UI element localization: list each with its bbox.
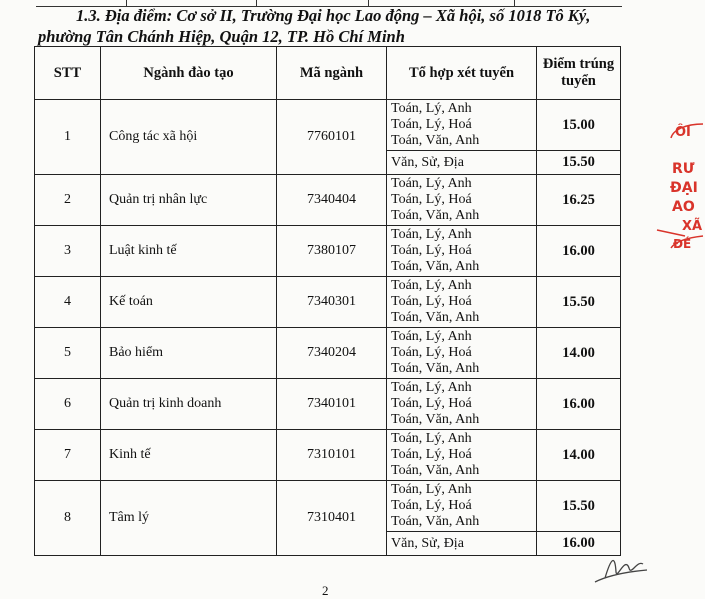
combo-line: Toán, Lý, Anh — [391, 101, 472, 116]
combo-line: Văn, Sử, Địa — [391, 535, 464, 551]
combo-line: Toán, Lý, Anh — [391, 278, 472, 293]
row-stt-cell: 2 — [35, 175, 101, 226]
row-combo-cell — [387, 226, 537, 277]
svg-text:ĐÉ: ĐÉ — [673, 237, 692, 251]
table-row — [35, 328, 621, 379]
admission-score-table — [34, 46, 621, 556]
row-score-cell: 14.00 — [537, 328, 621, 379]
row-code-cell: 7310401 — [277, 481, 387, 556]
signature-icon — [585, 550, 655, 590]
row-code-cell: 7340301 — [277, 277, 387, 328]
combo-line: Toán, Lý, Hoá — [391, 498, 472, 513]
row-score-cell: 15.00 — [537, 100, 621, 151]
combo-line: Văn, Sử, Địa — [391, 154, 464, 170]
row-code-cell: 7310101 — [277, 430, 387, 481]
table-row — [35, 379, 621, 430]
combo-line: Toán, Văn, Anh — [391, 361, 480, 376]
combo-line: Toán, Văn, Anh — [391, 208, 480, 223]
combo-line: Toán, Lý, Anh — [391, 482, 472, 497]
table-row — [35, 277, 621, 328]
heading-line-1: 1.3. Địa điểm: Cơ sở II, Trường Đại học Lao động – Xã hội, số 1018 Tô Ký, — [76, 6, 591, 25]
row-score-cell: 16.00 — [537, 379, 621, 430]
row-score-cell: 16.00 — [537, 532, 621, 556]
combo-line: Toán, Lý, Anh — [391, 431, 472, 446]
table-row — [35, 100, 621, 151]
row-stt-cell: 4 — [35, 277, 101, 328]
header-combo: Tổ hợp xét tuyển — [387, 47, 537, 100]
header-score: Điểm trúng tuyển — [537, 47, 621, 100]
row-score-cell: 16.00 — [537, 226, 621, 277]
row-code-cell: 7340101 — [277, 379, 387, 430]
row-combo-cell — [387, 151, 537, 175]
row-major-cell: Bảo hiểm — [101, 328, 277, 379]
combo-line: Toán, Lý, Anh — [391, 329, 472, 344]
row-stt-cell: 3 — [35, 226, 101, 277]
row-major-cell: Kinh tế — [101, 430, 277, 481]
row-stt-cell: 1 — [35, 100, 101, 175]
combo-line: Toán, Lý, Hoá — [391, 243, 472, 258]
header-code: Mã ngành — [277, 47, 387, 100]
stamp-seal-icon — [655, 118, 705, 258]
combo-line: Toán, Văn, Anh — [391, 412, 480, 427]
row-major-cell: Quản trị nhân lực — [101, 175, 277, 226]
table-header-row — [35, 47, 621, 100]
row-combo-cell — [387, 175, 537, 226]
row-major-cell: Quản trị kinh doanh — [101, 379, 277, 430]
combo-line: Toán, Lý, Hoá — [391, 294, 472, 309]
row-combo-cell — [387, 430, 537, 481]
combo-line: Toán, Văn, Anh — [391, 133, 480, 148]
row-major-cell: Công tác xã hội — [101, 100, 277, 175]
header-major: Ngành đào tạo — [101, 47, 277, 100]
row-score-cell: 15.50 — [537, 481, 621, 532]
row-stt-cell: 5 — [35, 328, 101, 379]
row-stt-cell: 8 — [35, 481, 101, 556]
row-score-cell: 16.25 — [537, 175, 621, 226]
combo-line: Toán, Lý, Anh — [391, 380, 472, 395]
heading-line-2: phường Tân Chánh Hiệp, Quận 12, TP. Hồ Chí Minh — [38, 27, 405, 46]
row-combo-cell — [387, 532, 537, 556]
combo-line: Toán, Lý, Anh — [391, 176, 472, 191]
combo-line: Toán, Văn, Anh — [391, 310, 480, 325]
combo-line: Toán, Lý, Anh — [391, 227, 472, 242]
combo-line: Toán, Lý, Hoá — [391, 447, 472, 462]
row-combo-cell — [387, 328, 537, 379]
combo-line: Toán, Văn, Anh — [391, 463, 480, 478]
svg-text:XÃ: XÃ — [682, 219, 703, 234]
header-stt: STT — [35, 47, 101, 100]
svg-text:RƯ: RƯ — [672, 161, 695, 177]
row-combo-cell — [387, 277, 537, 328]
table-row — [35, 430, 621, 481]
combo-line: Toán, Lý, Hoá — [391, 192, 472, 207]
row-major-cell: Luật kinh tế — [101, 226, 277, 277]
row-score-cell: 15.50 — [537, 151, 621, 175]
svg-text:AO: AO — [672, 199, 695, 215]
row-combo-cell — [387, 100, 537, 151]
row-combo-cell — [387, 379, 537, 430]
row-stt-cell: 6 — [35, 379, 101, 430]
combo-line: Toán, Văn, Anh — [391, 259, 480, 274]
page-number: 2 — [322, 583, 329, 598]
row-stt-cell: 7 — [35, 430, 101, 481]
combo-line: Toán, Lý, Hoá — [391, 396, 472, 411]
section-heading — [38, 5, 638, 47]
row-major-cell: Tâm lý — [101, 481, 277, 556]
row-code-cell: 7380107 — [277, 226, 387, 277]
row-score-cell: 14.00 — [537, 430, 621, 481]
combo-line: Toán, Lý, Hoá — [391, 117, 472, 132]
combo-line: Toán, Văn, Anh — [391, 514, 480, 529]
combo-line: Toán, Lý, Hoá — [391, 345, 472, 360]
table-row — [35, 175, 621, 226]
row-code-cell: 7340204 — [277, 328, 387, 379]
row-score-cell: 15.50 — [537, 277, 621, 328]
svg-text:ĐẠI: ĐẠI — [670, 180, 698, 196]
table-row — [35, 226, 621, 277]
row-code-cell: 7340404 — [277, 175, 387, 226]
table-row — [35, 481, 621, 532]
row-code-cell: 7760101 — [277, 100, 387, 175]
row-major-cell: Kế toán — [101, 277, 277, 328]
row-combo-cell — [387, 481, 537, 532]
svg-text:ÔI: ÔI — [675, 125, 691, 140]
